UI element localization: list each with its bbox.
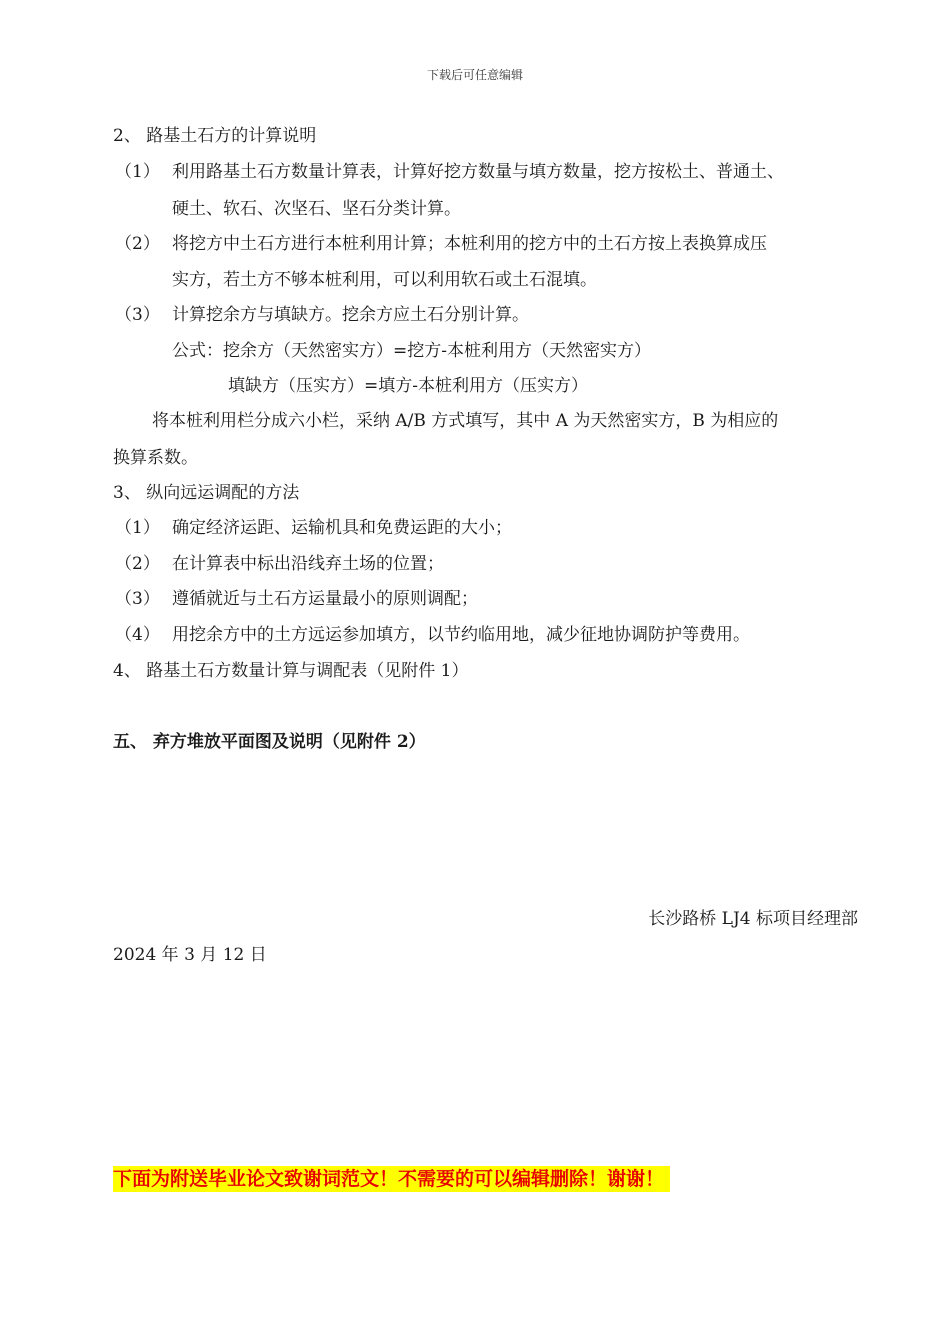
date: 2024 年 3 月 12 日	[113, 945, 267, 965]
item-text: 在计算表中标出沿线弃土场的位置；	[172, 554, 444, 574]
section-4-title: 4、 路基土石方数量计算与调配表（见附件 1）	[113, 661, 469, 681]
item-number: （1）	[115, 162, 160, 182]
paragraph-line-2: 换算系数。	[113, 448, 198, 468]
item-text: 利用路基土石方数量计算表，计算好挖方数量与填方数量，挖方按松土、普通土、	[172, 162, 784, 182]
formula-line-1: 公式：挖余方（天然密实方）=挖方-本桩利用方（天然密实方）	[172, 341, 651, 361]
item-number: （1）	[115, 518, 160, 538]
section-2-item-2	[115, 232, 767, 256]
item-number: （2）	[115, 234, 160, 254]
section-2-title: 2、 路基土石方的计算说明	[113, 126, 317, 146]
section-3-item-2	[115, 552, 444, 576]
section-3-item-3	[115, 587, 478, 611]
section-2-item-3	[115, 303, 529, 327]
formula-line-2: 填缺方（压实方）=填方-本桩利用方（压实方）	[228, 376, 588, 396]
item-number: （3）	[115, 305, 160, 325]
item-text: 计算挖余方与填缺方。挖余方应土石分别计算。	[172, 305, 529, 325]
item-number: （2）	[115, 554, 160, 574]
item-text: 用挖余方中的土方远运参加填方，以节约临用地，减少征地协调防护等费用。	[172, 625, 750, 645]
section-2-item-2-continued: 实方，若土方不够本桩利用，可以利用软石或土石混填。	[172, 270, 597, 290]
section-3-title: 3、 纵向远运调配的方法	[113, 483, 300, 503]
section-2-item-1-continued: 硬土、软石、次坚石、坚石分类计算。	[172, 199, 461, 219]
item-number: （3）	[115, 589, 160, 609]
signature: 长沙路桥 LJ4 标项目经理部	[648, 909, 858, 929]
highlighted-notice: 下面为附送毕业论文致谢词范文！不需要的可以编辑删除！谢谢！	[113, 1166, 670, 1192]
item-text: 遵循就近与土石方运量最小的原则调配；	[172, 589, 478, 609]
section-3-item-1	[115, 516, 512, 540]
section-2-item-1	[115, 160, 784, 184]
paragraph-line-1: 将本桩利用栏分成六小栏，采纳 A/B 方式填写，其中 A 为天然密实方，B 为相应的	[152, 411, 779, 431]
item-number: （4）	[115, 625, 160, 645]
section-5-title: 五、 弃方堆放平面图及说明（见附件 2）	[113, 732, 426, 752]
item-text: 将挖方中土石方进行本桩利用计算；本桩利用的挖方中的土石方按上表换算成压	[172, 234, 767, 254]
section-3-item-4	[115, 623, 750, 647]
page-header: 下载后可任意编辑	[426, 68, 523, 82]
item-text: 确定经济运距、运输机具和免费运距的大小；	[172, 518, 512, 538]
